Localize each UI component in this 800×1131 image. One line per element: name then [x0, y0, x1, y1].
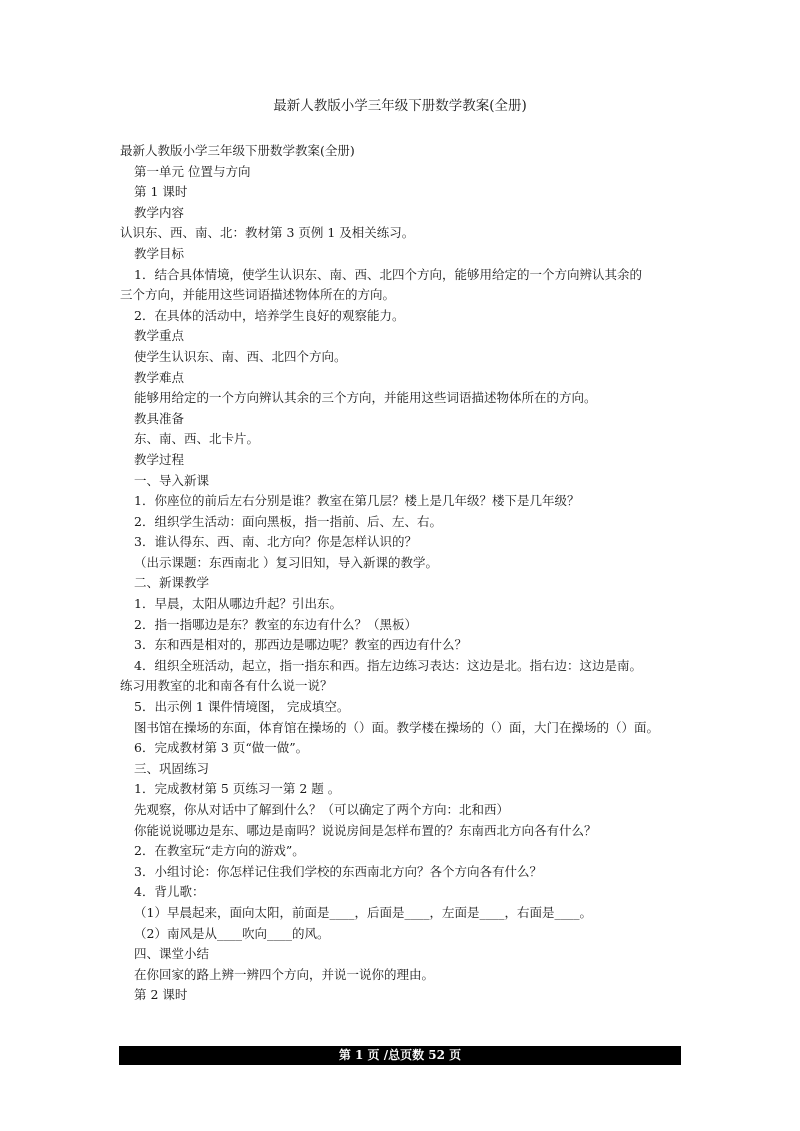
text-line: 东、南、西、北卡片。	[134, 431, 260, 447]
text-line: （出示课题：东西南北 ）复习旧知，导入新课的教学。	[134, 554, 438, 570]
page-footer: 第 1 页 /总页数 52 页	[119, 1046, 681, 1065]
text-line: （1）早晨起来，面向太阳，前面是____，后面是____，左面是____，右面是____。	[134, 904, 592, 920]
text-line: 第 1 课时	[134, 184, 188, 200]
text-line: 使学生认识东、南、西、北四个方向。	[134, 348, 347, 364]
text-line: 4．组织全班活动，起立，指一指东和西。指左边练习表达：这边是北。指右边：这边是南。	[134, 657, 642, 673]
text-line: 你能说说哪边是东、哪边是南吗？说说房间是怎样布置的？东南西北方向各有什么？	[134, 822, 597, 838]
text-line: 在你回家的路上辨一辨四个方向，并说一说你的理由。	[134, 966, 435, 982]
text-line: 3．谁认得东、西、南、北方向？你是怎样认识的？	[134, 534, 417, 550]
text-line: 第一单元 位置与方向	[134, 163, 251, 179]
text-line: 先观察，你从对话中了解到什么？（可以确定了两个方向：北和西）	[134, 802, 510, 817]
text-line: 2．组织学生活动：面向黑板，指一指前、后、左、右。	[134, 513, 442, 529]
text-line: 1．完成教材第 5 页练习一第 2 题 。	[134, 781, 341, 797]
text-line: 二、新课教学	[134, 575, 210, 591]
text-line: 5．出示例 1 课件情境图， 完成填空。	[134, 699, 350, 715]
text-line: 6．完成教材第 3 页“做一做”。	[134, 740, 309, 756]
text-line: 能够用给定的一个方向辨认其余的三个方向，并能用这些词语描述物体所在的方向。	[134, 390, 597, 406]
text-line: 教学过程	[134, 451, 185, 467]
text-line: 4．背儿歌：	[134, 884, 205, 900]
text-line: 2．在教室玩“走方向的游戏”。	[134, 843, 305, 859]
text-line: 三、巩固练习	[134, 760, 210, 776]
text-line: 教学难点	[134, 369, 185, 385]
text-line: 3．小组讨论：你怎样记住我们学校的东西南北方向？各个方向各有什么？	[134, 863, 542, 879]
text-line: 练习用教室的北和南各有什么说一说？	[120, 678, 333, 694]
text-line: 认识东、西、南、北：教材第 3 页例 1 及相关练习。	[120, 225, 415, 241]
text-line: 教学目标	[134, 245, 185, 261]
text-line: 教学重点	[134, 328, 185, 344]
text-line: 四、课堂小结	[134, 946, 210, 962]
text-line: 最新人教版小学三年级下册数学教案(全册)	[120, 143, 355, 158]
text-line: 三个方向，并能用这些词语描述物体所在的方向。	[120, 287, 396, 303]
text-line: 教具准备	[134, 410, 185, 426]
document-body	[120, 141, 690, 1006]
text-line: 第 2 课时	[134, 987, 188, 1003]
text-line: 一、导入新课	[134, 472, 210, 488]
text-line: 3．东和西是相对的，那西边是哪边呢？教室的西边有什么？	[134, 637, 467, 653]
text-line: 教学内容	[134, 204, 185, 220]
text-line: 1．你座位的前后左右分别是谁？教室在第几层？楼上是几年级？楼下是几年级？	[134, 493, 580, 509]
text-line: 2．指一指哪边是东？教室的东边有什么？（黑板）	[134, 616, 417, 632]
document-title: 最新人教版小学三年级下册数学教案(全册)	[273, 98, 527, 114]
text-line: 1．早晨，太阳从哪边升起？引出东。	[134, 596, 342, 612]
text-line: （2）南风是从____吹向____的风。	[134, 925, 330, 941]
text-line: 图书馆在操场的东面，体育馆在操场的（）面。教学楼在操场的（）面，大门在操场的（）面。	[134, 719, 660, 735]
text-line: 2．在具体的活动中，培养学生良好的观察能力。	[134, 307, 405, 323]
text-line: 1．结合具体情境，使学生认识东、南、西、北四个方向，能够用给定的一个方向辨认其余的	[134, 266, 642, 282]
